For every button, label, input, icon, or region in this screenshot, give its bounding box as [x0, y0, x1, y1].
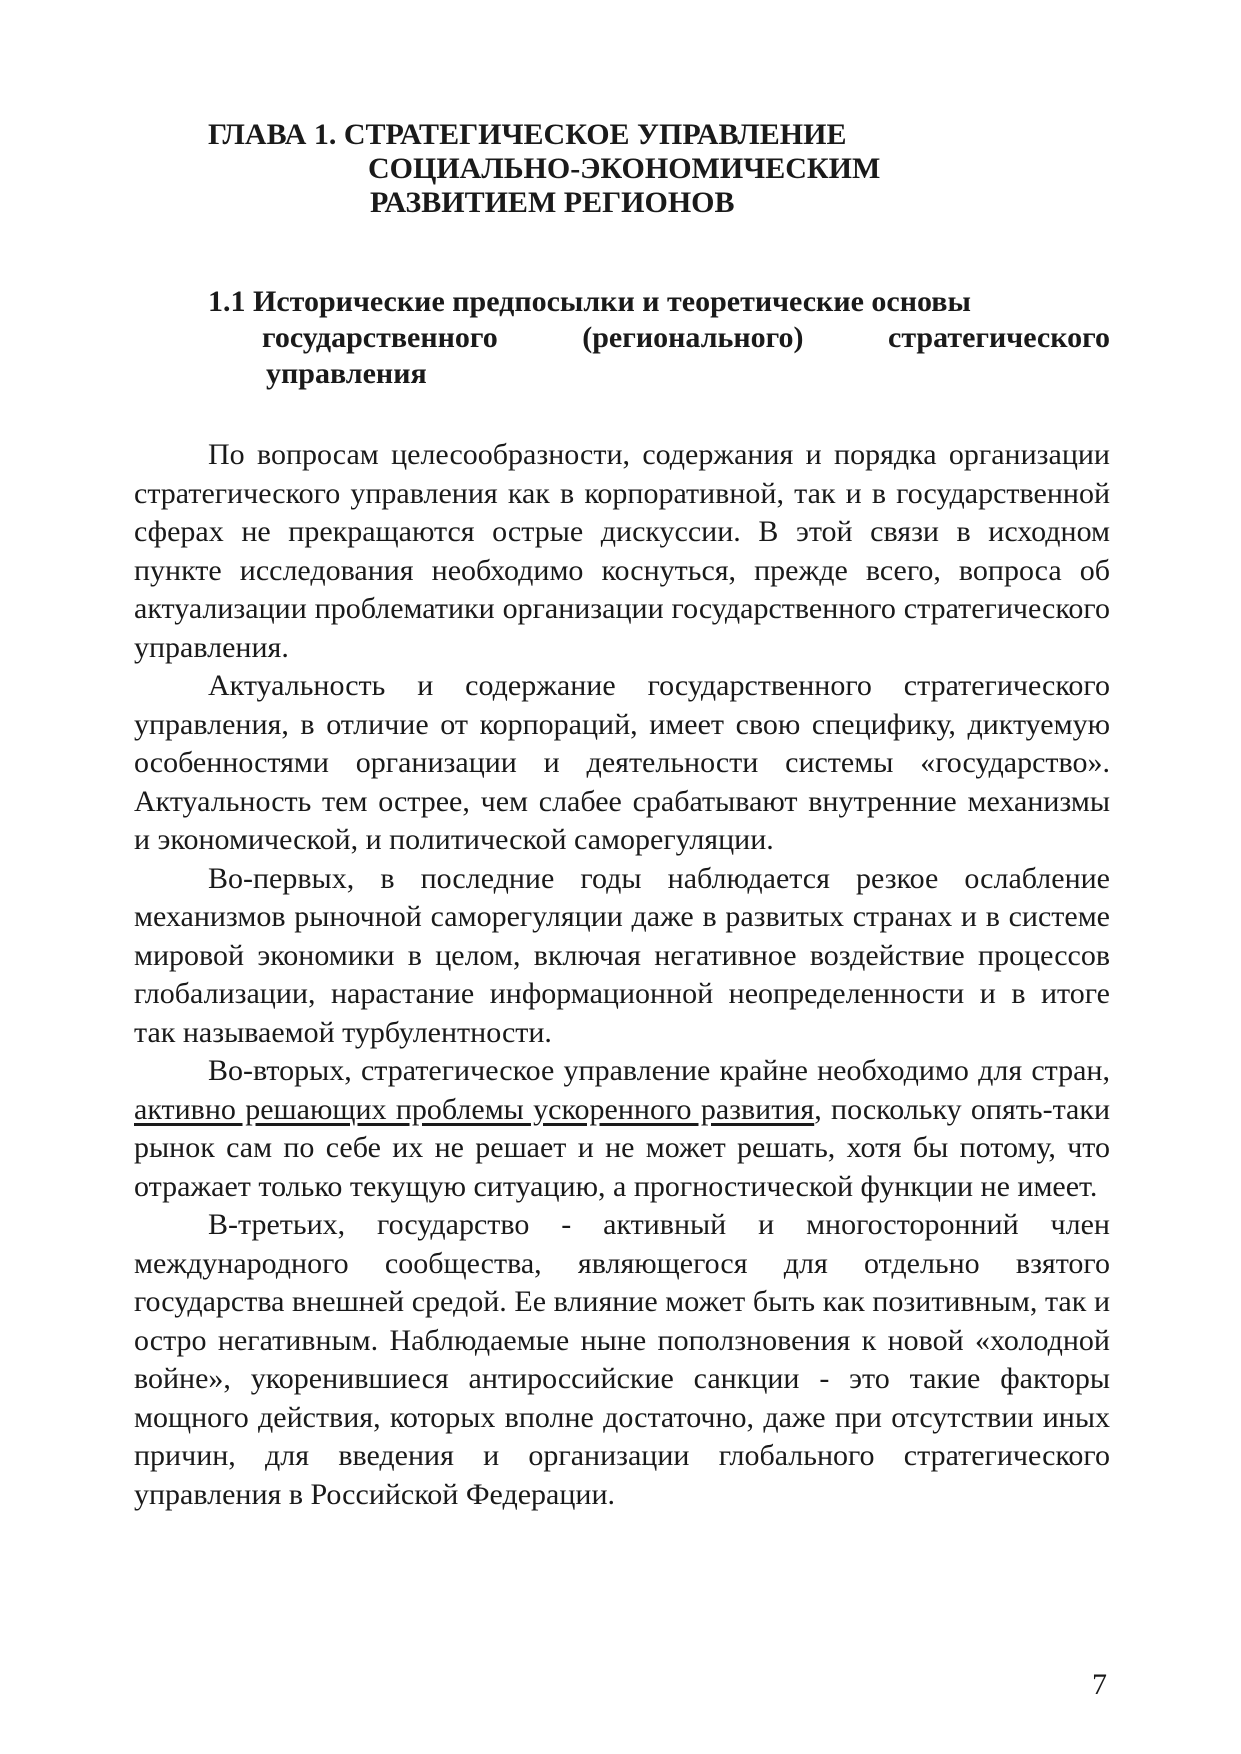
paragraph-4-underlined: активно решающих проблемы ускоренного развития	[134, 1092, 815, 1126]
paragraph-2: Актуальность и содержание государственного стратегического управления, в отличие от корпораций, имеет свою специфику, диктуемую особенностями организации и деятельности системы «государство». Актуальность тем острее, чем слабее срабатывают внутренние механизмы и экономической, и политической саморегуляции.	[134, 669, 1110, 856]
chapter-title-line-1: ГЛАВА 1. СТРАТЕГИЧЕСКОЕ УПРАВЛЕНИЕ	[208, 118, 847, 151]
section-heading-line-3: управления	[266, 357, 427, 390]
paragraph-4-end: , поскольку опять-таки рынок сам по себе их не решает и не может решать, хотя бы потому, что отражает только текущую ситуацию, а прогностической функции не имеет.	[134, 1092, 1110, 1203]
paragraph-4	[134, 1052, 1110, 1206]
paragraph-1: По вопросам целесообразности, содержания и порядка организации стратегического управления как в корпоративной, так и в государственной сферах не прекращаются острые дискуссии. В этой связи в исходном пункте исследования необходимо коснуться, прежде всего, вопроса об актуализации проблематики организации государственного стратегического управления.	[134, 438, 1110, 664]
paragraph-4-start: Во-вторых, стратегическое управление крайне необходимо для стран,	[208, 1054, 1110, 1087]
section-heading-word-3: стратегического	[888, 321, 1110, 354]
paragraph-3: Во-первых, в последние годы наблюдается резкое ослабление механизмов рыночной саморегуляции даже в развитых странах и в системе мировой экономики в целом, включая негативное воздействие процессов глобализации, нарастание информационной неопределенности и в итоге так называемой турбулентности.	[134, 861, 1110, 1049]
chapter-title-line-3: РАЗВИТИЕМ РЕГИОНОВ	[370, 186, 735, 219]
chapter-title	[208, 118, 1108, 220]
section-heading-word-2: (регионального)	[582, 321, 804, 354]
section-heading-line-2	[208, 320, 1110, 356]
body-text	[134, 436, 1110, 1514]
section-heading-word-1: государственного	[262, 321, 498, 354]
paragraph-5: В-третьих, государство - активный и многосторонний член международного сообщества, являющегося для отдельно взятого государства внешней средой. Ее влияние может быть как позитивным, так и остро негативным. Наблюдаемые ныне поползновения к новой «холодной войне», укоренившиеся антироссийские санкции - это такие факторы мощного действия, которых вполне достаточно, даже при отсутствии иных причин, для введения и организации глобального стратегического управления в Российской Федерации.	[134, 1208, 1110, 1511]
page-number: 7	[1092, 1668, 1107, 1701]
chapter-title-line-2: СОЦИАЛЬНО-ЭКОНОМИЧЕСКИМ	[368, 152, 881, 185]
section-heading-line-1: 1.1 Исторические предпосылки и теоретические основы	[208, 285, 971, 318]
section-heading	[208, 284, 1110, 392]
